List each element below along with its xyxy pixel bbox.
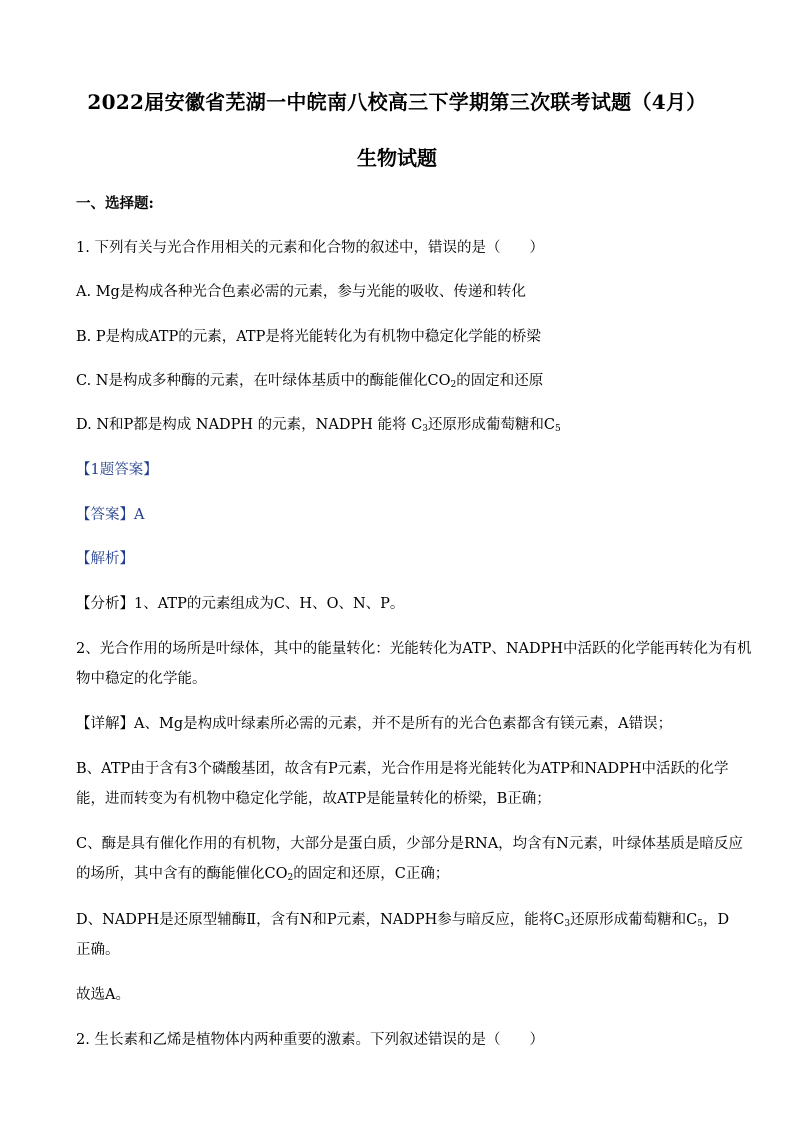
detail-d-text-end: ，D xyxy=(702,912,730,928)
analysis-point-2-line1: 2、光合作用的场所是叶绿体，其中的能量转化：光能转化为ATP、NADPH中活跃的化学能再转化为有机 xyxy=(76,641,752,657)
q1-option-b: B. P是构成ATP的元素，ATP是将光能转化为有机物中稳定化学能的桥梁 xyxy=(76,329,541,345)
subscript: 3 xyxy=(564,919,571,929)
subscript: 5 xyxy=(697,919,703,929)
subscript: 3 xyxy=(422,424,428,434)
answer-tag: 【答案】A xyxy=(76,507,145,523)
q1-option-d-text-mid: 还原形成葡萄糖和C xyxy=(427,417,556,433)
q1-option-c-text-end: 的固定和还原 xyxy=(456,373,544,389)
detail-c-text: 的场所，其中含有的酶能催化CO xyxy=(76,866,288,882)
detail-d-line2: 正确。 xyxy=(76,942,120,958)
detail-d-line1 xyxy=(76,908,729,929)
detail-d-text-mid: 还原形成葡萄糖和C xyxy=(570,912,698,928)
q2-stem: 2. 生长素和乙烯是植物体内两种重要的激素。下列叙述错误的是（ ） xyxy=(76,1032,544,1048)
q1-option-d xyxy=(76,413,561,434)
conclusion: 故选A。 xyxy=(76,987,130,1003)
q1-option-c-text: C. N是构成多种酶的元素，在叶绿体基质中的酶能催化CO xyxy=(76,373,451,389)
detail-b-line1: B、ATP由于含有3个磷酸基团，故含有P元素，光合作用是将光能转化为ATP和NADPH中活跃的化学 xyxy=(76,761,729,777)
analysis-point-1: 【分析】1、ATP的元素组成为C、H、O、N、P。 xyxy=(76,596,405,612)
q1-stem: 1. 下列有关与光合作用相关的元素和化合物的叙述中，错误的是（ ） xyxy=(76,240,544,256)
detail-c-line2 xyxy=(76,862,449,883)
q1-option-a: A. Mg是构成各种光合色素必需的元素，参与光能的吸收、传递和转化 xyxy=(76,284,526,300)
analysis-point-2-line2: 物中稳定的化学能。 xyxy=(76,671,207,687)
subscript: 5 xyxy=(555,424,561,434)
subscript: 2 xyxy=(287,873,294,883)
detail-c-text-end: 的固定和还原，C正确； xyxy=(293,866,450,882)
detail-d-text: D、NADPH是还原型辅酶Ⅱ，含有N和P元素，NADPH参与暗反应，能将C xyxy=(76,912,565,928)
page-subtitle: 生物试题 xyxy=(357,146,437,170)
answer-number-tag: 【1题答案】 xyxy=(76,462,158,478)
q1-option-c xyxy=(76,369,543,390)
page-title: 2022届安徽省芜湖一中皖南八校高三下学期第三次联考试题（4月） xyxy=(87,90,707,114)
detail-a: 【详解】A、Mg是构成叶绿素所必需的元素，并不是所有的光合色素都含有镁元素，A错误； xyxy=(76,716,673,732)
analysis-tag: 【解析】 xyxy=(76,551,134,567)
detail-c-line1: C、酶是具有催化作用的有机物，大部分是蛋白质，少部分是RNA，均含有N元素，叶绿体基质是暗反应 xyxy=(76,836,743,852)
subscript: 2 xyxy=(450,380,457,390)
section-heading: 一、选择题: xyxy=(76,195,154,212)
q1-option-d-text: D. N和P都是构成 NADPH 的元素，NADPH 能将 C xyxy=(76,417,423,433)
detail-b-line2: 能，进而转变为有机物中稳定化学能，故ATP是能量转化的桥梁，B正确； xyxy=(76,791,551,807)
